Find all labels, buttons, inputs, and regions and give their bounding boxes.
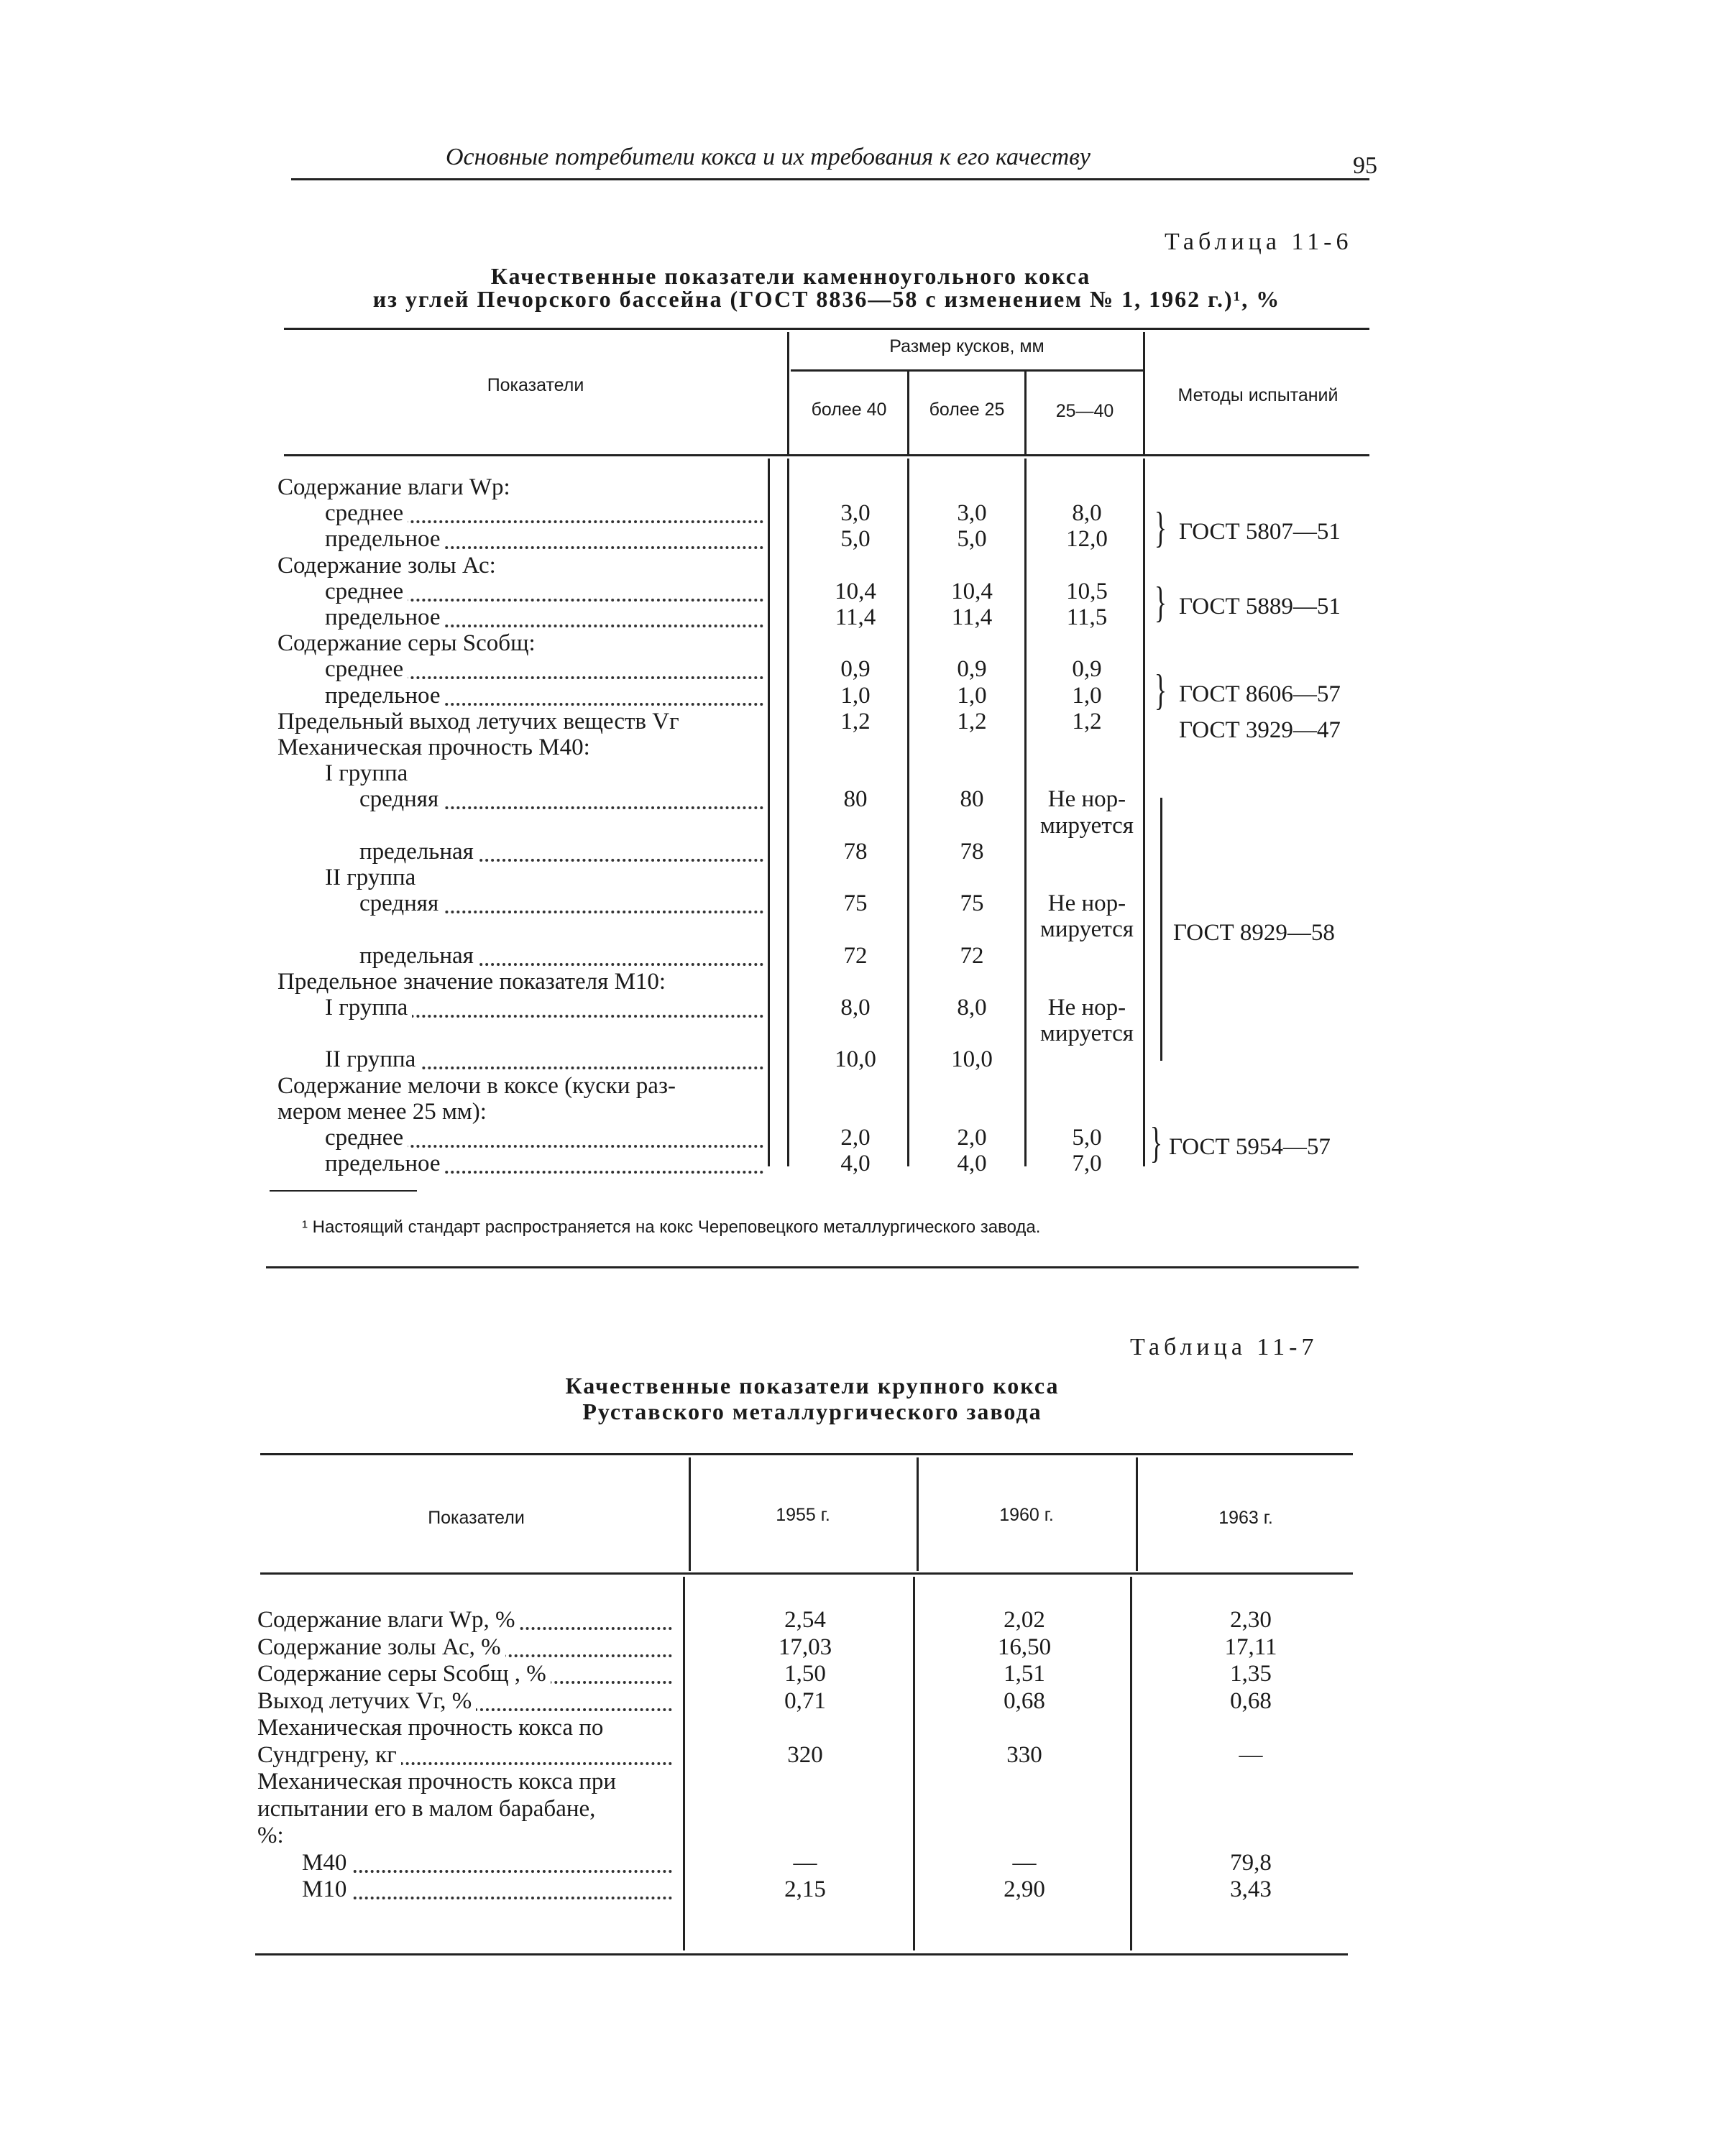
table2-row-label: М10 xyxy=(302,1876,351,1903)
table2-row-label: Выход летучих Vг, % xyxy=(257,1688,476,1715)
table1-row-label: мером менее 25 мм): xyxy=(277,1099,491,1125)
table1-row-label: Содержание золы Ас: xyxy=(277,553,500,579)
table2-cell: 16,50 xyxy=(997,1634,1052,1660)
table1-row-label: предельное xyxy=(325,604,445,631)
table1-row-label: II группа xyxy=(325,865,420,891)
table2-bottom-rule xyxy=(255,1953,1348,1955)
table1-vline-d xyxy=(1143,332,1145,454)
table1-row-label: средняя xyxy=(359,786,443,813)
table1-row-label: среднее xyxy=(325,1125,408,1151)
dot-leader xyxy=(302,1870,672,1873)
table1-cell: 80 xyxy=(843,786,868,812)
table1-cell: 8,0 xyxy=(957,995,987,1021)
table2-row-label: Содержание золы Ас, % xyxy=(257,1634,505,1661)
table1-cell: 80 xyxy=(960,786,984,812)
table2-cell: 2,90 xyxy=(1004,1876,1045,1902)
table1-cell: 3,0 xyxy=(957,500,987,526)
table1-row-label: предельное xyxy=(325,526,445,553)
table1-cell: 2,0 xyxy=(840,1125,871,1151)
table1-cell: 4,0 xyxy=(957,1151,987,1176)
table1-cell: 12,0 xyxy=(1066,526,1108,552)
table2-header-col2: 1960 г. xyxy=(999,1505,1054,1525)
table1-row-label: среднее xyxy=(325,656,408,683)
table2-cell: — xyxy=(1239,1742,1263,1768)
brace-icon: } xyxy=(1149,1119,1163,1166)
footnote-rule xyxy=(270,1190,417,1192)
table1-cell: Не нор- xyxy=(1047,890,1126,916)
table1-header-size: Размер кусков, мм xyxy=(889,336,1044,356)
method-gost-3929: ГОСТ 3929—47 xyxy=(1179,717,1341,743)
table2-title-line1: Качественные показатели крупного кокса xyxy=(565,1373,1060,1399)
table1-row-label: средняя xyxy=(359,890,443,917)
brace-icon: } xyxy=(1154,579,1167,626)
table1-cell: 78 xyxy=(843,839,868,865)
table2-row-label: %: xyxy=(257,1823,288,1849)
table1-size-subrule xyxy=(791,369,1143,372)
table1-row-label: Содержание мелочи в коксе (куски раз- xyxy=(277,1073,680,1100)
table1-cell: 75 xyxy=(843,890,868,916)
table1-row-label: I группа xyxy=(325,995,412,1021)
table2-header-bottom-rule xyxy=(260,1572,1353,1575)
table1-row-label: предельная xyxy=(359,839,478,865)
table1-cell: мируется xyxy=(1040,1021,1134,1046)
table1-title-line1: Качественные показатели каменноугольного кокса xyxy=(490,263,1091,289)
table1-cell: 5,0 xyxy=(957,526,987,552)
table2-cell: 79,8 xyxy=(1230,1850,1272,1876)
table1-cell: 75 xyxy=(960,890,984,916)
table2-cell: 2,54 xyxy=(784,1607,826,1633)
running-title: Основные потребители кокса и их требования к его качеству xyxy=(446,144,1091,170)
table1-cell: мируется xyxy=(1040,916,1134,942)
dot-leader xyxy=(302,1897,672,1899)
table1-cell: Не нор- xyxy=(1047,786,1126,812)
table2-row-label: М40 xyxy=(302,1850,351,1876)
table1-cell: 10,4 xyxy=(835,579,876,604)
table1-cell: 3,0 xyxy=(840,500,871,526)
table1-cell: 5,0 xyxy=(840,526,871,552)
table1-number: Таблица 11-6 xyxy=(1165,229,1353,255)
brace-icon: } xyxy=(1154,504,1167,551)
table2-vline-1 xyxy=(689,1457,691,1571)
table1-cell: 0,9 xyxy=(957,656,987,682)
method-gost-5807: ГОСТ 5807—51 xyxy=(1179,519,1341,545)
page-number: 95 xyxy=(1353,152,1377,179)
method-gost-5954: ГОСТ 5954—57 xyxy=(1169,1134,1331,1160)
table2-row-label: Механическая прочность кокса по xyxy=(257,1715,607,1741)
table1-cell: 11,4 xyxy=(951,604,993,630)
table1-row-label: II группа xyxy=(325,1046,420,1073)
table2-row-label: Содержание влаги Wр, % xyxy=(257,1607,520,1634)
table1-cell: 8,0 xyxy=(1072,500,1102,526)
table1-cell: Не нор- xyxy=(1047,995,1126,1021)
table1-cell: 1,2 xyxy=(957,709,987,734)
table1-cell: 1,0 xyxy=(957,683,987,709)
table1-cell: 0,9 xyxy=(840,656,871,682)
table2-cell: 2,15 xyxy=(784,1876,826,1902)
table1-cell: 10,0 xyxy=(835,1046,876,1072)
table1-row-label: Предельное значение показателя М10: xyxy=(277,969,670,995)
table2-cell: 1,50 xyxy=(784,1661,826,1687)
table2-cell: 3,43 xyxy=(1230,1876,1272,1902)
table1-cell: 78 xyxy=(960,839,984,865)
table2-cell: 2,02 xyxy=(1004,1607,1045,1633)
table1-cell: 0,9 xyxy=(1072,656,1102,682)
table2-number: Таблица 11-7 xyxy=(1130,1334,1318,1360)
table1-row-label: Содержание влаги Wр: xyxy=(277,474,515,501)
method-gost-8929: ГОСТ 8929—58 xyxy=(1173,920,1335,946)
table1-footnote: ¹ Настоящий стандарт распространяется на кокс Череповецкого металлургического завода. xyxy=(302,1217,1041,1237)
table2-vline-3 xyxy=(1136,1457,1138,1571)
table1-row-label: среднее xyxy=(325,579,408,605)
table2-cell: 0,68 xyxy=(1230,1688,1272,1714)
table2-header-col1: 1955 г. xyxy=(776,1505,830,1525)
table1-cell: мируется xyxy=(1040,813,1134,839)
table2-cell: 2,30 xyxy=(1230,1607,1272,1633)
table2-body-vline-2 xyxy=(913,1577,915,1950)
table2-cell: 17,11 xyxy=(1224,1634,1277,1660)
table2-body-vline-1 xyxy=(683,1577,685,1950)
table2-cell: 1,51 xyxy=(1004,1661,1045,1687)
table1-body-vline-1 xyxy=(768,459,770,1166)
table2-cell: 320 xyxy=(787,1742,823,1768)
table1-header-col2: более 25 xyxy=(929,400,1005,420)
table2-title-line2: Руставского металлургического завода xyxy=(582,1399,1042,1424)
table1-row-label: Предельный выход летучих веществ Vг xyxy=(277,709,684,735)
table2-cell: 17,03 xyxy=(778,1634,832,1660)
table1-vline-a xyxy=(787,332,789,454)
table1-cell: 72 xyxy=(960,943,984,969)
table2-top-rule xyxy=(260,1453,1353,1455)
table2-cell: 330 xyxy=(1006,1742,1042,1768)
table1-row-label: Содержание серы Sсобщ: xyxy=(277,630,540,657)
table2-cell: 0,71 xyxy=(784,1688,826,1714)
table1-cell: 72 xyxy=(843,943,868,969)
table1-top-rule xyxy=(284,328,1369,330)
table1-cell: 2,0 xyxy=(957,1125,987,1151)
table2-row-label: испытании его в малом барабане, xyxy=(257,1796,600,1823)
table1-row-label: предельное xyxy=(325,683,445,709)
table1-header-col3: 25—40 xyxy=(1055,401,1114,421)
table1-header-methods: Методы испытаний xyxy=(1177,385,1339,405)
table1-cell: 1,0 xyxy=(840,683,871,709)
table1-cell: 10,4 xyxy=(951,579,993,604)
table1-cell: 8,0 xyxy=(840,995,871,1021)
brace-long-icon xyxy=(1160,798,1162,1061)
table1-row-label: I группа xyxy=(325,760,412,787)
table1-row-label: Механическая прочность М40: xyxy=(277,734,594,761)
table1-cell: 7,0 xyxy=(1072,1151,1102,1176)
table1-header-col1: более 40 xyxy=(811,400,887,420)
table1-row-label: предельное xyxy=(325,1151,445,1177)
table2-cell: — xyxy=(793,1850,817,1876)
table1-header-indicators: Показатели xyxy=(487,375,584,395)
table1-row-label: предельная xyxy=(359,943,478,969)
table1-header-bottom-rule xyxy=(284,454,1369,456)
table2-cell: — xyxy=(1012,1850,1037,1876)
table1-cell: 1,2 xyxy=(1072,709,1102,734)
table1-title-line2: из углей Печорского бассейна (ГОСТ 8836—58 с изменением № 1, 1962 г.)¹, % xyxy=(372,286,1281,312)
brace-icon: } xyxy=(1154,666,1167,714)
table2-cell: 0,68 xyxy=(1004,1688,1045,1714)
table1-row-label: среднее xyxy=(325,500,408,527)
header-rule xyxy=(291,178,1369,180)
method-gost-8606: ГОСТ 8606—57 xyxy=(1179,681,1341,707)
table2-body-vline-3 xyxy=(1130,1577,1132,1950)
table1-cell: 4,0 xyxy=(840,1151,871,1176)
table1-end-rule xyxy=(266,1266,1359,1268)
table1-cell: 5,0 xyxy=(1072,1125,1102,1151)
table2-row-label: Механическая прочность кокса при xyxy=(257,1769,620,1795)
table2-row-label: Сундгрену, кг xyxy=(257,1742,401,1769)
table1-cell: 10,0 xyxy=(951,1046,993,1072)
table2-header-col3: 1963 г. xyxy=(1218,1508,1273,1528)
table1-cell: 11,4 xyxy=(835,604,876,630)
table1-cell: 10,5 xyxy=(1066,579,1108,604)
method-gost-5889: ГОСТ 5889—51 xyxy=(1179,594,1341,619)
table2-row-label: Содержание серы Sсобщ , % xyxy=(257,1661,551,1687)
table1-cell: 1,0 xyxy=(1072,683,1102,709)
table2-cell: 1,35 xyxy=(1230,1661,1272,1687)
table1-cell: 11,5 xyxy=(1066,604,1108,630)
table1-cell: 1,2 xyxy=(840,709,871,734)
table1-body-vline-2 xyxy=(787,459,789,1166)
table2-header-indicators: Показатели xyxy=(428,1508,525,1528)
